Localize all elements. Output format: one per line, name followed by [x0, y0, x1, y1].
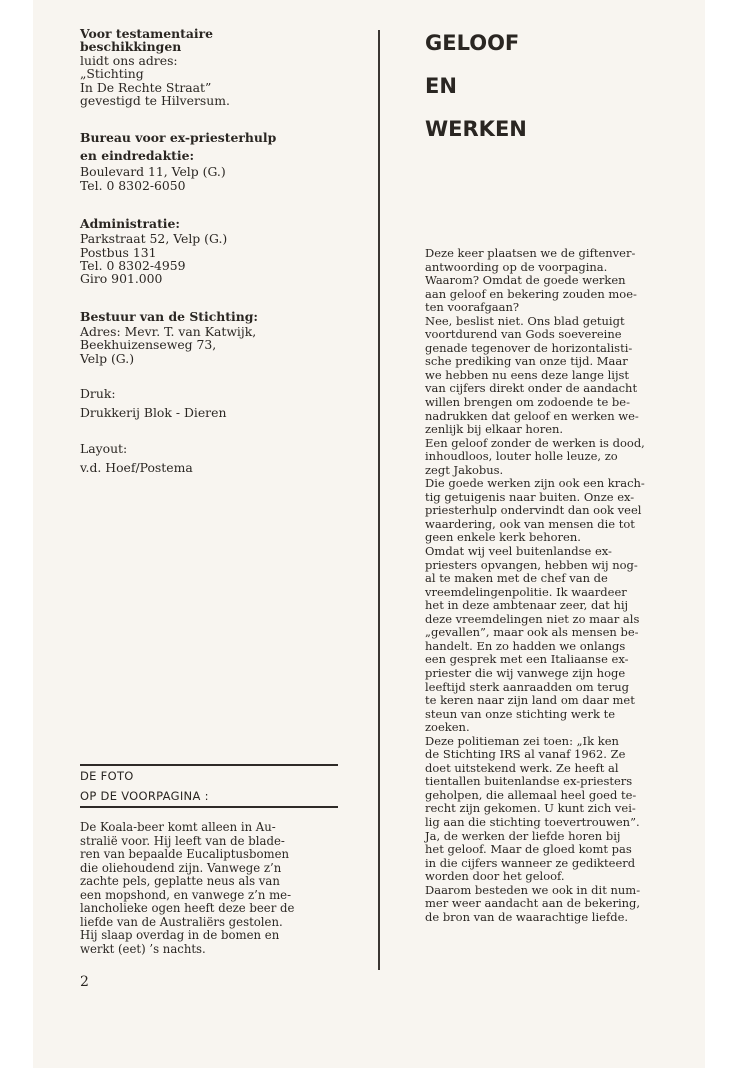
article-line: de Stichting IRS al vanaf 1962. Ze [425, 747, 626, 762]
article-line: geen enkele kerk behoren. [425, 530, 581, 545]
article-line: vreemdelingenpolitie. Ik waardeer [425, 584, 627, 599]
article-line: het geloof. Maar de gloed komt pas [425, 842, 632, 857]
title-line-1: GELOOF [425, 31, 520, 55]
article-line: „gevallen”, maar ook als mensen be- [425, 625, 639, 640]
article-line: priester die wij vanwege zijn hoge [425, 665, 626, 680]
druk-label: Druk: [80, 386, 116, 402]
caption-line: zachte pels, geplatte neus als van [80, 874, 280, 888]
article-heading [425, 22, 680, 151]
administratie-heading: Administratie: [80, 216, 180, 232]
photo-title-1: DE FOTO [80, 769, 134, 783]
testament-line: „Stichting [80, 66, 144, 82]
testament-line: luidt ons adres: [80, 52, 178, 68]
article-line: antwoording op de voorpagina. [425, 259, 608, 274]
bureau-heading-1: Bureau voor ex-priesterhulp [80, 130, 277, 146]
testament-section [80, 27, 342, 107]
article-line: Waarom? Omdat de goede werken [425, 273, 626, 288]
article-line: al te maken met de chef van de [425, 571, 608, 586]
article-line: Deze politieman zei toen: „Ik ken [425, 733, 619, 748]
rule-bottom [80, 806, 338, 808]
bestuur-line: Velp (G.) [80, 350, 135, 366]
layout-value: v.d. Hoef/Postema [80, 460, 193, 476]
article-line: steun van onze stichting werk te [425, 706, 616, 721]
article-line: voortdurend van Gods soevereine [425, 327, 622, 342]
testament-heading-2: beschikkingen [80, 39, 182, 55]
article-line: ten voorafgaan? [425, 300, 520, 315]
article-line: Die goede werken zijn ook een krach- [425, 476, 645, 491]
article-line: geholpen, die allemaal heel goed te- [425, 787, 637, 802]
article-line: tientallen buitenlandse ex-priesters [425, 774, 633, 789]
caption-line: die oliehoudend zijn. Vanwege z’n [80, 860, 282, 875]
caption-line: ren van bepaalde Eucaliptusbomen [80, 847, 290, 861]
article-line: lig aan die stichting toevertrouwen”. [425, 814, 640, 829]
caption-line: lancholieke ogen heeft deze beer de [80, 901, 295, 915]
article-line: we hebben nu eens deze lange lijst [425, 367, 630, 382]
article-line: worden door het geloof. [425, 869, 565, 884]
title-line-3: WERKEN [425, 117, 527, 141]
administratie-section [80, 216, 342, 286]
administratie-line: Giro 901.000 [80, 271, 163, 287]
druk-value: Drukkerij Blok - Dieren [80, 405, 227, 421]
testament-line: gevestigd te Hilversum. [80, 93, 230, 109]
article-line: Een geloof zonder de werken is dood, [425, 435, 645, 450]
article-line: willen brengen om zodoende te be- [425, 395, 630, 410]
photo-caption-text [80, 821, 338, 956]
caption-line: werkt (eet) ’s nachts. [80, 941, 206, 956]
article-line: Daarom besteden we ook in dit num- [425, 882, 641, 897]
bureau-section [80, 129, 342, 192]
colophon [80, 27, 342, 492]
article-line: doet uitstekend werk. Ze heeft al [425, 760, 619, 775]
article-line: aan geloof en bekering zouden moe- [425, 286, 637, 301]
article-line: priesterhulp ondervindt dan ook veel [425, 503, 642, 518]
article-line: priesters opvangen, hebben wij nog- [425, 557, 638, 572]
caption-line: De Koala-beer komt alleen in Au- [80, 820, 276, 834]
testament-line: In De Rechte Straat” [80, 79, 212, 95]
article-line: mer weer aandacht aan de bekering, [425, 896, 641, 911]
article-line: Nee, beslist niet. Ons blad getuigt [425, 313, 625, 328]
administratie-line: Postbus 131 [80, 244, 157, 260]
article-line: tig getuigenis naar buiten. Onze ex- [425, 489, 635, 504]
bestuur-line: Beekhuizenseweg 73, [80, 337, 217, 353]
bestuur-heading: Bestuur van de Stichting: [80, 308, 258, 324]
article-line: van cijfers direkt onder de aandacht [425, 381, 638, 396]
photo-caption-box [80, 764, 338, 956]
article-line: zenlijk bij elkaar horen. [425, 422, 564, 437]
article-line: zegt Jakobus. [425, 462, 504, 477]
bureau-heading-2: en eindredaktie: [80, 148, 195, 164]
article-body [425, 247, 680, 924]
article-line: de bron van de waarachtige liefde. [425, 909, 629, 924]
bureau-line: Tel. 0 8302-6050 [80, 177, 186, 193]
bureau-line: Boulevard 11, Velp (G.) [80, 164, 226, 180]
article-line: sche prediking van onze tijd. Maar [425, 354, 628, 369]
layout-section [80, 441, 342, 476]
caption-line: stralië voor. Hij leeft van de blade- [80, 833, 285, 848]
column-divider [378, 30, 380, 970]
article-line: Ja, de werken der liefde horen bij [425, 828, 621, 843]
druk-section [80, 386, 342, 421]
article-line: inhoudloos, louter holle leuze, zo [425, 449, 618, 464]
article-line: een gesprek met een Italiaanse ex- [425, 652, 629, 667]
article-line: Omdat wij veel buitenlandse ex- [425, 544, 612, 559]
article-line: zoeken. [425, 720, 470, 735]
bestuur-section [80, 308, 342, 365]
article-line: recht zijn gekomen. U kunt zich vei- [425, 801, 636, 816]
caption-line: liefde van de Australiërs gestolen. [80, 914, 283, 929]
testament-heading-1: Voor testamentaire [80, 26, 214, 41]
bestuur-line: Adres: Mevr. T. van Katwijk, [80, 323, 257, 339]
article-line: deze vreemdelingen niet zo maar als [425, 611, 640, 626]
photo-title-2: OP DE VOORPAGINA : [80, 789, 209, 803]
article-line: waardering, ook van mensen die tot [425, 516, 635, 531]
administratie-line: Tel. 0 8302-4959 [80, 258, 186, 274]
article-line: in die cijfers wanneer ze gedikteerd [425, 855, 636, 870]
page-number: 2 [80, 974, 89, 990]
caption-line: een mopshond, en vanwege z’n me- [80, 887, 292, 902]
article-line: genade tegenover de horizontalisti- [425, 340, 633, 355]
article-line: handelt. En zo hadden we onlangs [425, 638, 626, 653]
administratie-line: Parkstraat 52, Velp (G.) [80, 231, 228, 247]
article-line: te keren naar zijn land om daar met [425, 693, 635, 708]
article-line: nadrukken dat geloof en werken we- [425, 408, 639, 423]
article-line: Deze keer plaatsen we de giftenver- [425, 246, 636, 260]
title-line-2: EN [425, 74, 457, 98]
caption-line: Hij slaap overdag in de bomen en [80, 928, 280, 942]
article-line: het in deze ambtenaar zeer, dat hij [425, 598, 629, 613]
article-line: leeftijd sterk aanraadden om terug [425, 679, 629, 694]
layout-label: Layout: [80, 441, 128, 457]
